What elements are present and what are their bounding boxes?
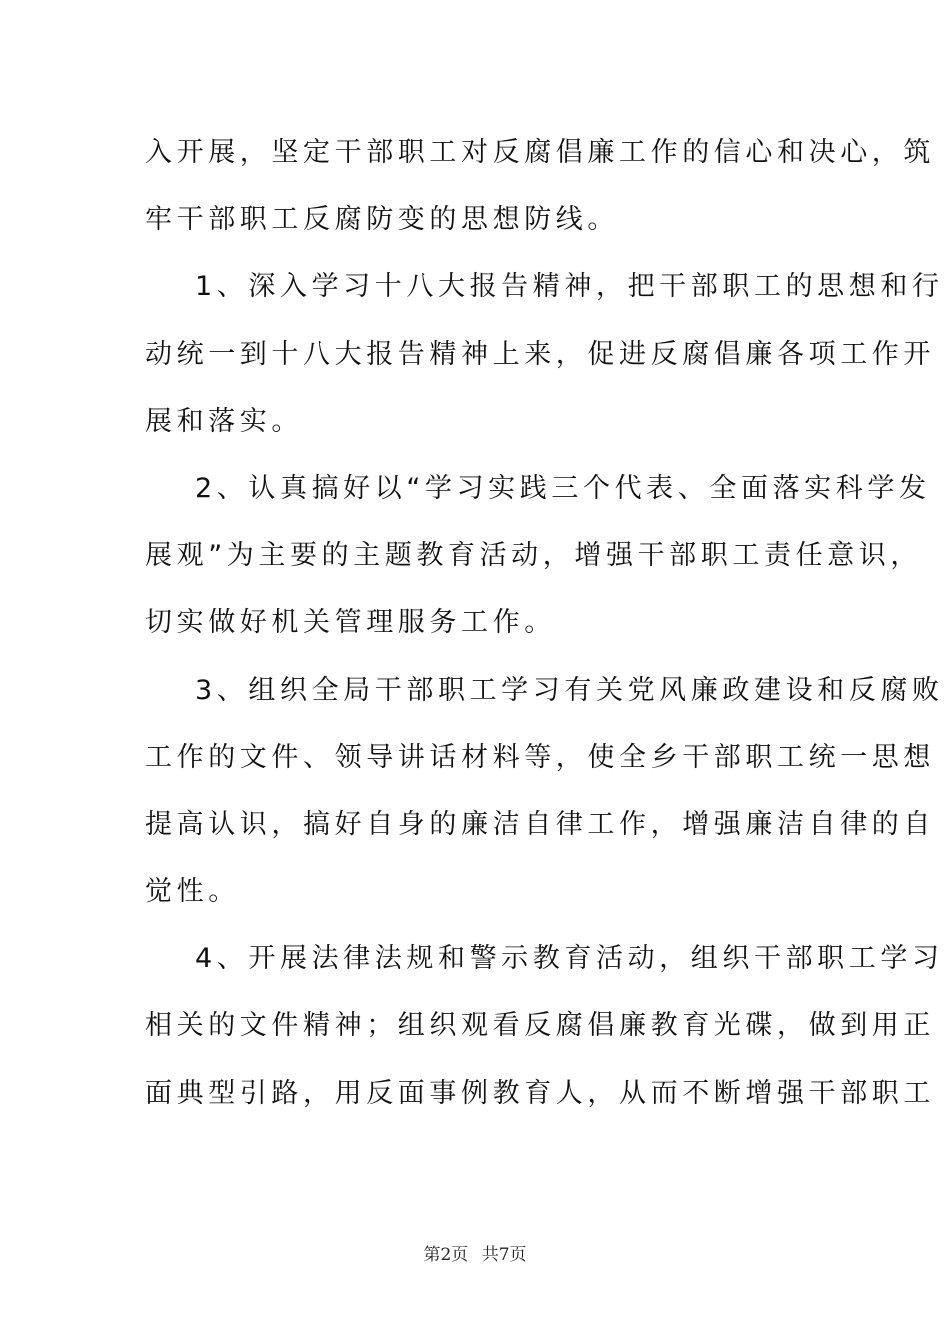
text-line: 3、组织全局干部职工学习有关党风廉政建设和反腐败 (195, 674, 944, 706)
page-footer (0, 1240, 950, 1265)
page-number: 第2页 (423, 1245, 469, 1265)
text-line: 4、开展法律法规和警示教育活动，组织干部职工学习 (195, 943, 944, 975)
text-line: 相关的文件精神；组织观看反腐倡廉教育光碟，做到用正 (145, 1010, 935, 1042)
text-line: 入开展，坚定干部职工对反腐倡廉工作的信心和决心，筑 (145, 137, 935, 168)
text-line: 觉性。 (145, 876, 240, 908)
text-line: 展观”为主要的主题教育活动，增强干部职工责任意识， (145, 540, 922, 572)
text-line: 工作的文件、领导讲话材料等，使全乡干部职工统一思想 (145, 741, 935, 773)
text-line: 2、认真搞好以“学习实践三个代表、全面落实科学发 (195, 472, 931, 504)
text-line: 展和落实。 (145, 405, 303, 437)
text-line: 面典型引路，用反面事例教育人，从而不断增强干部职工 (145, 1077, 935, 1109)
text-line: 提高认识，搞好自身的廉洁自律工作，增强廉洁自律的自 (145, 808, 935, 840)
text-line: 切实做好机关管理服务工作。 (145, 607, 556, 639)
text-line: 1、深入学习十八大报告精神，把干部职工的思想和行 (195, 271, 944, 303)
text-line: 动统一到十八大报告精神上来，促进反腐倡廉各项工作开 (145, 338, 935, 370)
document-body (145, 125, 944, 1133)
text-line: 牢干部职工反腐防变的思想防线。 (145, 204, 619, 236)
page-total: 共7页 (481, 1245, 527, 1265)
